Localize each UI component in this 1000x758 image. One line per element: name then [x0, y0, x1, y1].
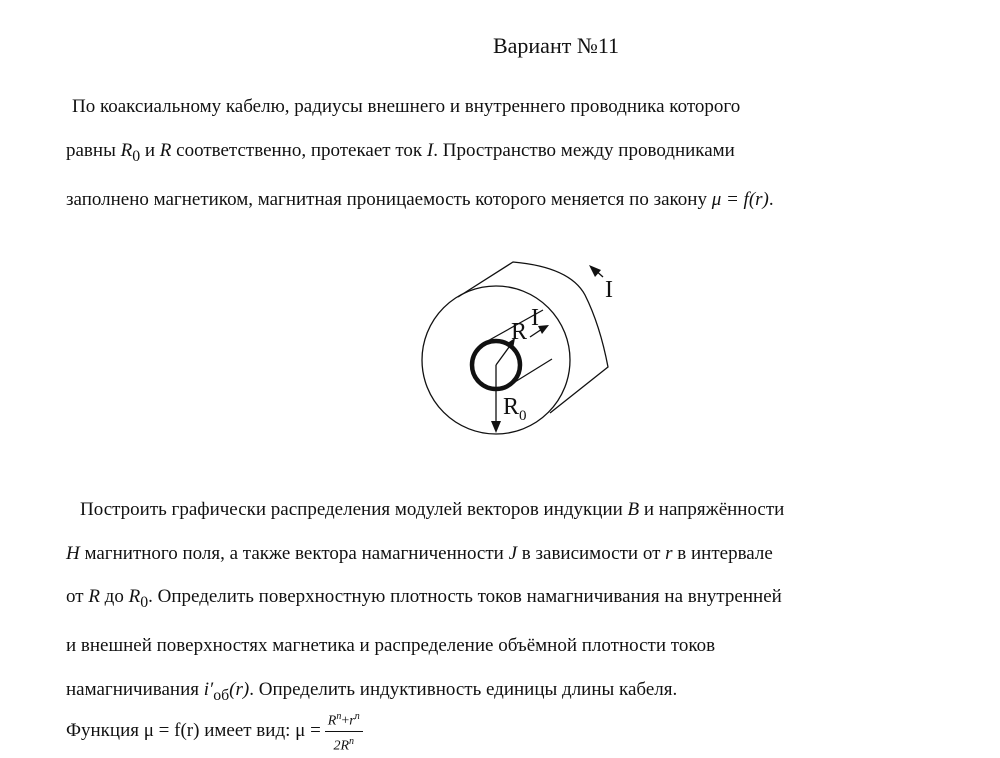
problem-statement [66, 85, 996, 221]
outer-current-arrowhead [589, 265, 601, 277]
task-line-4: и внешней поверхностях магнетика и распределение объёмной плотности токов [66, 635, 716, 657]
problem-line-2: равны $R_0$ и R соответственно, протекает ток I. Пространство между проводниками [66, 139, 735, 165]
task-line-3: от R до $R_0$. Определить поверхностную плотность токов намагничивания на внутренней [66, 586, 782, 611]
label-r0: $R_0$ [503, 394, 527, 424]
task-line-5: намагничивания $i'_{об}(r)$. Определить индуктивность единицы длины кабеля. [66, 678, 678, 704]
label-i-inner: I [531, 305, 539, 331]
label-i-outer: I [605, 277, 613, 303]
cylinder-outline [458, 262, 608, 413]
fraction-numerator: $R^n+r^n$ [325, 708, 363, 732]
function-definition [66, 708, 363, 754]
radius-r0-arrowhead [491, 421, 501, 433]
fraction-denominator: $2R^n$ [333, 735, 355, 754]
inner-cylinder-line-bottom [510, 359, 552, 385]
coaxial-cable-diagram [400, 255, 640, 455]
function-prefix: Функция μ = f(r) имеет вид: μ = [66, 720, 321, 742]
function-fraction [325, 708, 363, 754]
task-statement [66, 488, 996, 717]
task-line-1: Построить графически распределения модулей векторов индукции B и напряжённости [80, 499, 785, 520]
label-r: R [511, 319, 528, 345]
problem-line-3: заполнено магнетиком, магнитная проницаемость которого меняется по закону μ = f(r). [66, 188, 774, 210]
page-title: Вариант №11 [492, 33, 620, 58]
problem-line-1: По коаксиальному кабелю, радиусы внешнего и внутреннего проводника которого [72, 96, 741, 117]
inner-current-arrowhead [538, 325, 549, 334]
task-line-2: H магнитного поля, а также вектора намагниченности J в зависимости от r в интервале [66, 542, 773, 564]
